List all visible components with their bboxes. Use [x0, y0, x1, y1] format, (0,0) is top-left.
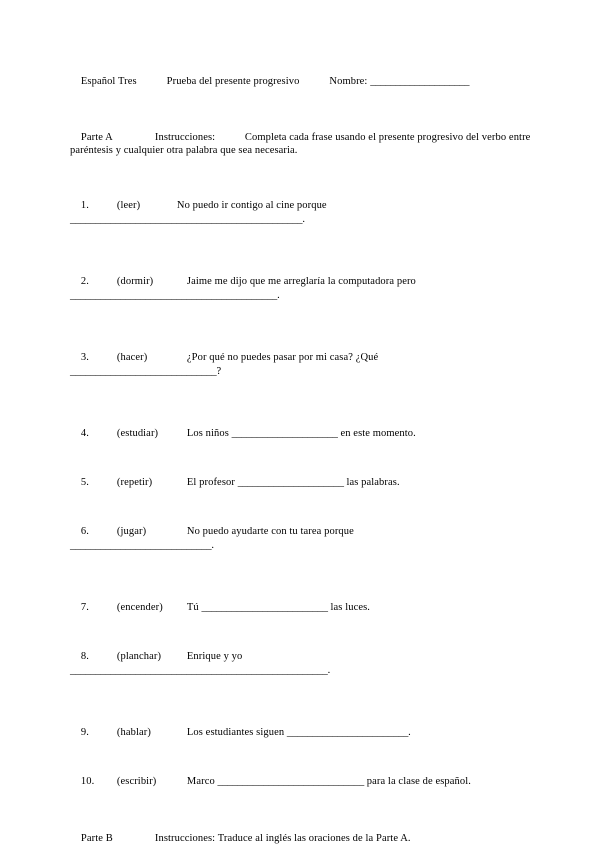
item-text-before: Los niños	[186, 428, 229, 439]
item-text-after: las palabras.	[346, 477, 400, 488]
item-verb: (jugar)	[116, 526, 147, 537]
parte-b-label: Parte B	[80, 833, 113, 844]
item-text-before: No puedo ir contigo al cine porque	[176, 200, 327, 211]
item-text-after: .	[302, 214, 305, 225]
item-text-after: .	[277, 290, 280, 301]
item-verb: (hacer)	[116, 352, 148, 363]
item-text-before: No puedo ayudarte con tu tarea porque	[186, 526, 354, 537]
item-number: 7.	[80, 602, 89, 613]
item-text-before: ¿Por qué no puedes pasar por mi casa? ¿Qué	[186, 352, 379, 363]
exercise-item	[70, 414, 540, 453]
exercise-item	[70, 338, 540, 404]
item-verb: (estudiar)	[116, 428, 159, 439]
item-text-before: Marco	[186, 776, 215, 787]
course-name: Español Tres	[80, 76, 137, 87]
name-label: Nombre:	[329, 76, 368, 87]
item-text-before: El profesor	[186, 477, 235, 488]
item-text-before: Los estudiantes siguen	[186, 727, 285, 738]
worksheet-title: Prueba del presente progresivo	[166, 76, 300, 87]
exercise-item	[70, 762, 540, 801]
item-text-after: .	[327, 665, 330, 676]
item-text-after: .	[211, 540, 214, 551]
parte-b-instructions	[70, 819, 540, 858]
item-verb: (hablar)	[116, 727, 151, 738]
parte-a-label: Parte A	[80, 132, 113, 143]
exercise-item	[70, 262, 540, 328]
document-header	[70, 62, 540, 101]
item-answer-blank[interactable]: _____________________	[231, 428, 338, 439]
item-answer-blank[interactable]: _____________________	[237, 477, 344, 488]
exercise-item	[70, 588, 540, 627]
item-answer-blank[interactable]: _________________________________________	[70, 290, 278, 301]
exercise-item	[70, 637, 540, 703]
item-number: 3.	[80, 352, 89, 363]
item-answer-blank[interactable]: _____________________________	[70, 366, 217, 377]
item-text-after: en este momento.	[340, 428, 416, 439]
item-text-before: Jaime me dijo que me arreglaría la computadora pero	[186, 276, 416, 287]
item-number: 10.	[80, 776, 95, 787]
item-answer-blank[interactable]: ____________________________	[70, 540, 212, 551]
item-answer-blank[interactable]: _____________________________	[217, 776, 364, 787]
item-text-before: Enrique y yo	[186, 651, 243, 662]
item-text-after: las luces.	[330, 602, 371, 613]
parte-b-instructions-text: Traduce al inglés las oraciones de la Parte A.	[217, 833, 411, 844]
instrucciones-label: Instrucciones:	[154, 833, 216, 844]
name-blank-field[interactable]: ____________________	[370, 76, 470, 87]
item-verb: (repetir)	[116, 477, 153, 488]
exercise-item	[70, 463, 540, 502]
exercise-item	[70, 512, 540, 578]
item-verb: (encender)	[116, 602, 163, 613]
item-verb: (escribir)	[116, 776, 157, 787]
item-number: 9.	[80, 727, 89, 738]
item-verb: (leer)	[116, 200, 141, 211]
item-text-after: para la clase de español.	[366, 776, 471, 787]
item-number: 2.	[80, 276, 89, 287]
parte-a-instructions-text: Completa cada frase usando el presente progresivo del verbo entre paréntesis y cualquier otra palabra que sea necesaria.	[70, 132, 534, 156]
item-number: 5.	[80, 477, 89, 488]
item-answer-blank[interactable]: _________________________	[201, 602, 328, 613]
item-answer-blank[interactable]: ________________________	[286, 727, 409, 738]
item-number: 8.	[80, 651, 89, 662]
exercise-item	[70, 713, 540, 752]
item-text-after: ?	[216, 366, 221, 377]
item-text-after: .	[408, 727, 411, 738]
item-answer-blank[interactable]: ___________________________________________________	[70, 665, 328, 676]
exercise-item	[70, 186, 540, 252]
item-answer-blank[interactable]: ______________________________________________	[70, 214, 303, 225]
item-number: 1.	[80, 200, 89, 211]
item-verb: (dormir)	[116, 276, 154, 287]
parte-a-instructions	[70, 118, 540, 170]
item-number: 6.	[80, 526, 89, 537]
item-number: 4.	[80, 428, 89, 439]
item-text-before: Tú	[186, 602, 199, 613]
item-verb: (planchar)	[116, 651, 162, 662]
instrucciones-label: Instrucciones:	[154, 132, 216, 143]
